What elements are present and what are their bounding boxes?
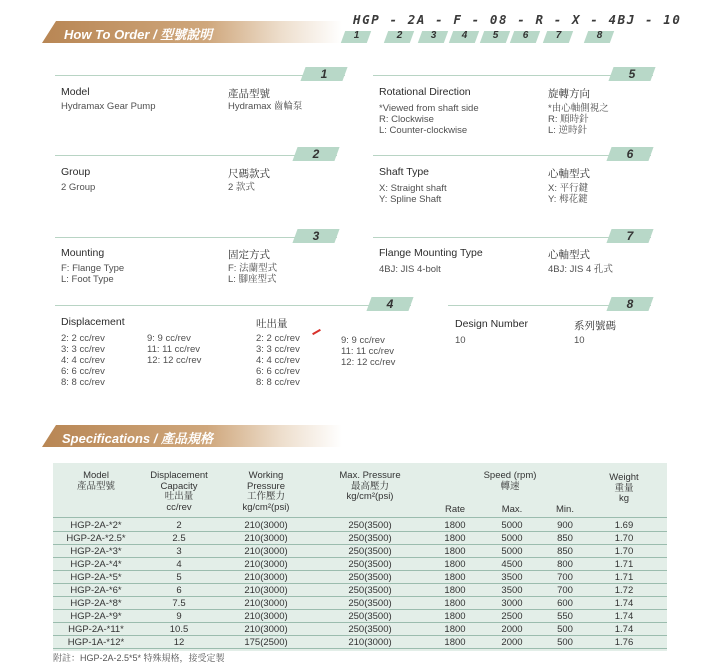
how-to-order-banner <box>42 21 342 43</box>
section-5-divider <box>373 67 653 79</box>
table-cell: 1800 <box>444 598 466 609</box>
table-cell: 1.69 <box>614 520 634 531</box>
table-cell: 1800 <box>444 585 466 596</box>
code-digit: 7 <box>555 30 562 41</box>
table-cell: HGP-2A-*9* <box>70 611 122 622</box>
table-cell: HGP-2A-*11* <box>68 624 124 635</box>
table-cell: 250(3500) <box>348 611 392 622</box>
table-cell: HGP-1A-*12* <box>67 637 125 648</box>
specifications-banner <box>42 425 342 447</box>
table-cell: 900 <box>557 520 573 531</box>
displacement-values-zh-col1: 2: 2 cc/rev 3: 3 cc/rev 4: 4 cc/rev 6: 6 cc/rev 8: 8 cc/rev <box>256 333 300 388</box>
rotation-label-zh: 旋轉方向 <box>548 88 590 100</box>
mounting-label-zh: 固定方式 <box>228 249 270 261</box>
table-cell: HGP-2A-*3* <box>70 546 122 557</box>
table-cell: 10.5 <box>169 624 189 635</box>
table-cell: 500 <box>557 624 573 635</box>
code-digit: 8 <box>596 30 603 41</box>
table-cell: 250(3500) <box>348 533 392 544</box>
table-row-line <box>53 583 667 584</box>
displacement-values-col2: 9: 9 cc/rev 11: 11 cc/rev 12: 12 cc/rev <box>147 333 202 366</box>
table-row-line <box>53 544 667 545</box>
table-cell: 2500 <box>501 611 523 622</box>
code-digit: 1 <box>353 30 360 41</box>
table-cell: 1.76 <box>614 637 634 648</box>
red-mark <box>312 329 321 335</box>
table-cell: 250(3500) <box>348 598 392 609</box>
group-value: 2 Group <box>61 182 96 193</box>
table-cell: 3500 <box>501 585 523 596</box>
table-cell: 250(3500) <box>348 624 392 635</box>
table-cell: 1.74 <box>614 624 634 635</box>
table-cell: 850 <box>557 533 573 544</box>
code-digit: 2 <box>396 30 403 41</box>
model-value: Hydramax Gear Pump <box>61 101 156 112</box>
section-number: 3 <box>312 229 320 243</box>
section-number: 7 <box>626 229 634 243</box>
table-cell: 250(3500) <box>348 520 392 531</box>
mounting-values-zh: F: 法蘭型式 L: 腳座型式 <box>228 263 278 285</box>
group-label-zh: 尺碼款式 <box>228 168 270 180</box>
table-cell: 210(3000) <box>348 637 392 648</box>
model-value-zh: Hydramax 齒輪泵 <box>228 101 303 112</box>
table-cell: 5000 <box>501 520 523 531</box>
section-number: 1 <box>320 67 328 81</box>
section-6-divider <box>373 147 651 159</box>
table-cell: 9 <box>176 611 182 622</box>
table-cell: HGP-2A-*4* <box>70 559 122 570</box>
section-7-divider <box>373 229 651 241</box>
section-3-divider <box>55 229 337 241</box>
table-cell: 1.71 <box>614 559 634 570</box>
shaft-type-values-zh: X: 平行鍵 Y: 栂花鍵 <box>548 183 589 205</box>
section-number: 4 <box>386 297 394 311</box>
table-cell: 4500 <box>501 559 523 570</box>
table-row-line <box>53 622 667 623</box>
table-row-line <box>53 531 667 532</box>
displacement-values-zh-col2: 9: 9 cc/rev 11: 11 cc/rev 12: 12 cc/rev <box>341 335 396 368</box>
header-rate: Rate <box>444 504 466 515</box>
table-row-line <box>53 609 667 610</box>
table-cell: 700 <box>557 585 573 596</box>
model-label: Model <box>61 86 90 98</box>
table-cell: 500 <box>557 637 573 648</box>
design-number-value-zh: 10 <box>574 335 585 346</box>
table-cell: 210(3000) <box>244 598 288 609</box>
specifications-title: Specifications / 產品規格 <box>62 431 213 446</box>
table-cell: 850 <box>557 546 573 557</box>
table-cell: 210(3000) <box>244 611 288 622</box>
section-1-divider <box>55 67 345 79</box>
rotation-label: Rotational Direction <box>379 86 471 98</box>
group-label: Group <box>61 166 91 178</box>
header-speed: Speed (rpm) 轉速 <box>483 470 537 492</box>
table-cell: 210(3000) <box>244 533 288 544</box>
table-cell: 175(2500) <box>244 637 288 648</box>
code-digit: 6 <box>522 30 529 41</box>
table-cell: 1.71 <box>614 572 634 583</box>
header-displacement: Displacement Capacity 吐出量 cc/rev <box>150 470 208 513</box>
shaft-type-values: X: Straight shaft Y: Spline Shaft <box>379 183 447 205</box>
table-cell: HGP-2A-*6* <box>70 585 122 596</box>
design-number-label: Design Number <box>455 318 528 330</box>
header-working-pressure: Working Pressure 工作壓力 kg/cm²(psi) <box>242 470 290 513</box>
how-to-order-title: How To Order / 型號說明 <box>64 27 213 42</box>
table-cell: 1.74 <box>614 598 634 609</box>
table-cell: 1.70 <box>614 546 634 557</box>
table-cell: 12 <box>173 637 185 648</box>
rotation-values-zh: *由心軸側視之 R: 順時針 L: 逆時針 <box>548 103 609 136</box>
table-cell: 2 <box>176 520 182 531</box>
table-cell: 210(3000) <box>244 572 288 583</box>
table-cell: 2000 <box>501 637 523 648</box>
table-cell: 700 <box>557 572 573 583</box>
table-cell: 1800 <box>444 559 466 570</box>
header-weight: Weight 重量 kg <box>609 472 639 504</box>
design-number-label-zh: 系列號碼 <box>574 320 616 332</box>
table-cell: 210(3000) <box>244 546 288 557</box>
table-cell: 800 <box>557 559 573 570</box>
table-cell: 250(3500) <box>348 585 392 596</box>
table-cell: 1.74 <box>614 611 634 622</box>
table-cell: 2000 <box>501 624 523 635</box>
table-cell: 250(3500) <box>348 546 392 557</box>
header-min-speed: Min. <box>556 504 574 515</box>
shaft-type-label-zh: 心軸型式 <box>548 168 590 180</box>
table-cell: 7.5 <box>172 598 186 609</box>
table-row-line <box>53 596 667 597</box>
mounting-label: Mounting <box>61 247 105 259</box>
table-cell: 5000 <box>501 533 523 544</box>
displacement-label-zh: 吐出量 <box>256 318 288 330</box>
code-digit: 5 <box>492 30 499 41</box>
table-cell: HGP-2A-*2* <box>70 520 122 531</box>
table-cell: HGP-2A-*8* <box>70 598 122 609</box>
table-cell: 210(3000) <box>244 520 288 531</box>
section-number: 6 <box>626 147 634 161</box>
code-digit: 3 <box>430 30 437 41</box>
table-cell: 3500 <box>501 572 523 583</box>
table-cell: 2.5 <box>172 533 186 544</box>
table-row-line <box>53 635 667 636</box>
table-cell: 210(3000) <box>244 624 288 635</box>
table-cell: 6 <box>176 585 182 596</box>
displacement-values-col1: 2: 2 cc/rev 3: 3 cc/rev 4: 4 cc/rev 6: 6 cc/rev 8: 8 cc/rev <box>61 333 105 388</box>
mounting-values: F: Flange Type L: Foot Type <box>61 263 125 285</box>
code-digit: 4 <box>461 30 468 41</box>
flange-mounting-label: Flange Mounting Type <box>379 247 483 259</box>
table-cell: 210(3000) <box>244 585 288 596</box>
footnote: 附註：HGP-2A-2.5*5* 特殊規格，接受定製 <box>53 653 225 663</box>
section-number: 8 <box>626 297 634 311</box>
table-row-line <box>53 570 667 571</box>
table-cell: 1800 <box>444 611 466 622</box>
header-max-speed: Max. <box>501 504 523 515</box>
flange-mounting-value-zh: 4BJ: JIS 4 孔式 <box>548 264 613 275</box>
table-cell: 600 <box>557 598 573 609</box>
table-header-line <box>53 517 667 518</box>
section-number: 2 <box>312 147 320 161</box>
table-cell: 4 <box>176 559 182 570</box>
table-cell: HGP-2A-*2.5* <box>66 533 126 544</box>
table-cell: 1800 <box>444 520 466 531</box>
section-4-divider <box>55 297 411 309</box>
design-number-value: 10 <box>455 335 466 346</box>
header-max-pressure: Max. Pressure 最高壓力 kg/cm²(psi) <box>339 470 401 502</box>
table-cell: 550 <box>557 611 573 622</box>
table-cell: 1800 <box>444 624 466 635</box>
table-cell: 210(3000) <box>244 559 288 570</box>
header-model: Model 產品型號 <box>76 470 115 492</box>
order-code: HGP - 2A - F - 08 - R - X - 4BJ - 10 <box>353 12 682 27</box>
table-cell: 3 <box>176 546 182 557</box>
table-cell: 5 <box>176 572 182 583</box>
section-8-divider <box>448 297 651 309</box>
table-row-line <box>53 557 667 558</box>
table-cell: 1800 <box>444 637 466 648</box>
table-cell: HGP-2A-*5* <box>70 572 122 583</box>
table-row-line <box>53 648 667 649</box>
group-value-zh: 2 款式 <box>228 182 255 193</box>
table-cell: 5000 <box>501 546 523 557</box>
section-number: 5 <box>628 67 636 81</box>
table-cell: 250(3500) <box>348 572 392 583</box>
table-cell: 1800 <box>444 572 466 583</box>
flange-mounting-value: 4BJ: JIS 4-bolt <box>379 264 441 275</box>
rotation-values: *Viewed from shaft side R: Clockwise L: Counter-clockwise <box>379 103 479 136</box>
model-label-zh: 產品型號 <box>228 88 270 100</box>
table-cell: 1.70 <box>614 533 634 544</box>
table-cell: 1.72 <box>614 585 634 596</box>
section-2-divider <box>55 147 337 159</box>
displacement-label: Displacement <box>61 316 125 328</box>
table-cell: 1800 <box>444 546 466 557</box>
flange-mounting-label-zh: 心軸型式 <box>548 249 590 261</box>
table-cell: 250(3500) <box>348 559 392 570</box>
shaft-type-label: Shaft Type <box>379 166 430 178</box>
table-cell: 3000 <box>501 598 523 609</box>
table-cell: 1800 <box>444 533 466 544</box>
